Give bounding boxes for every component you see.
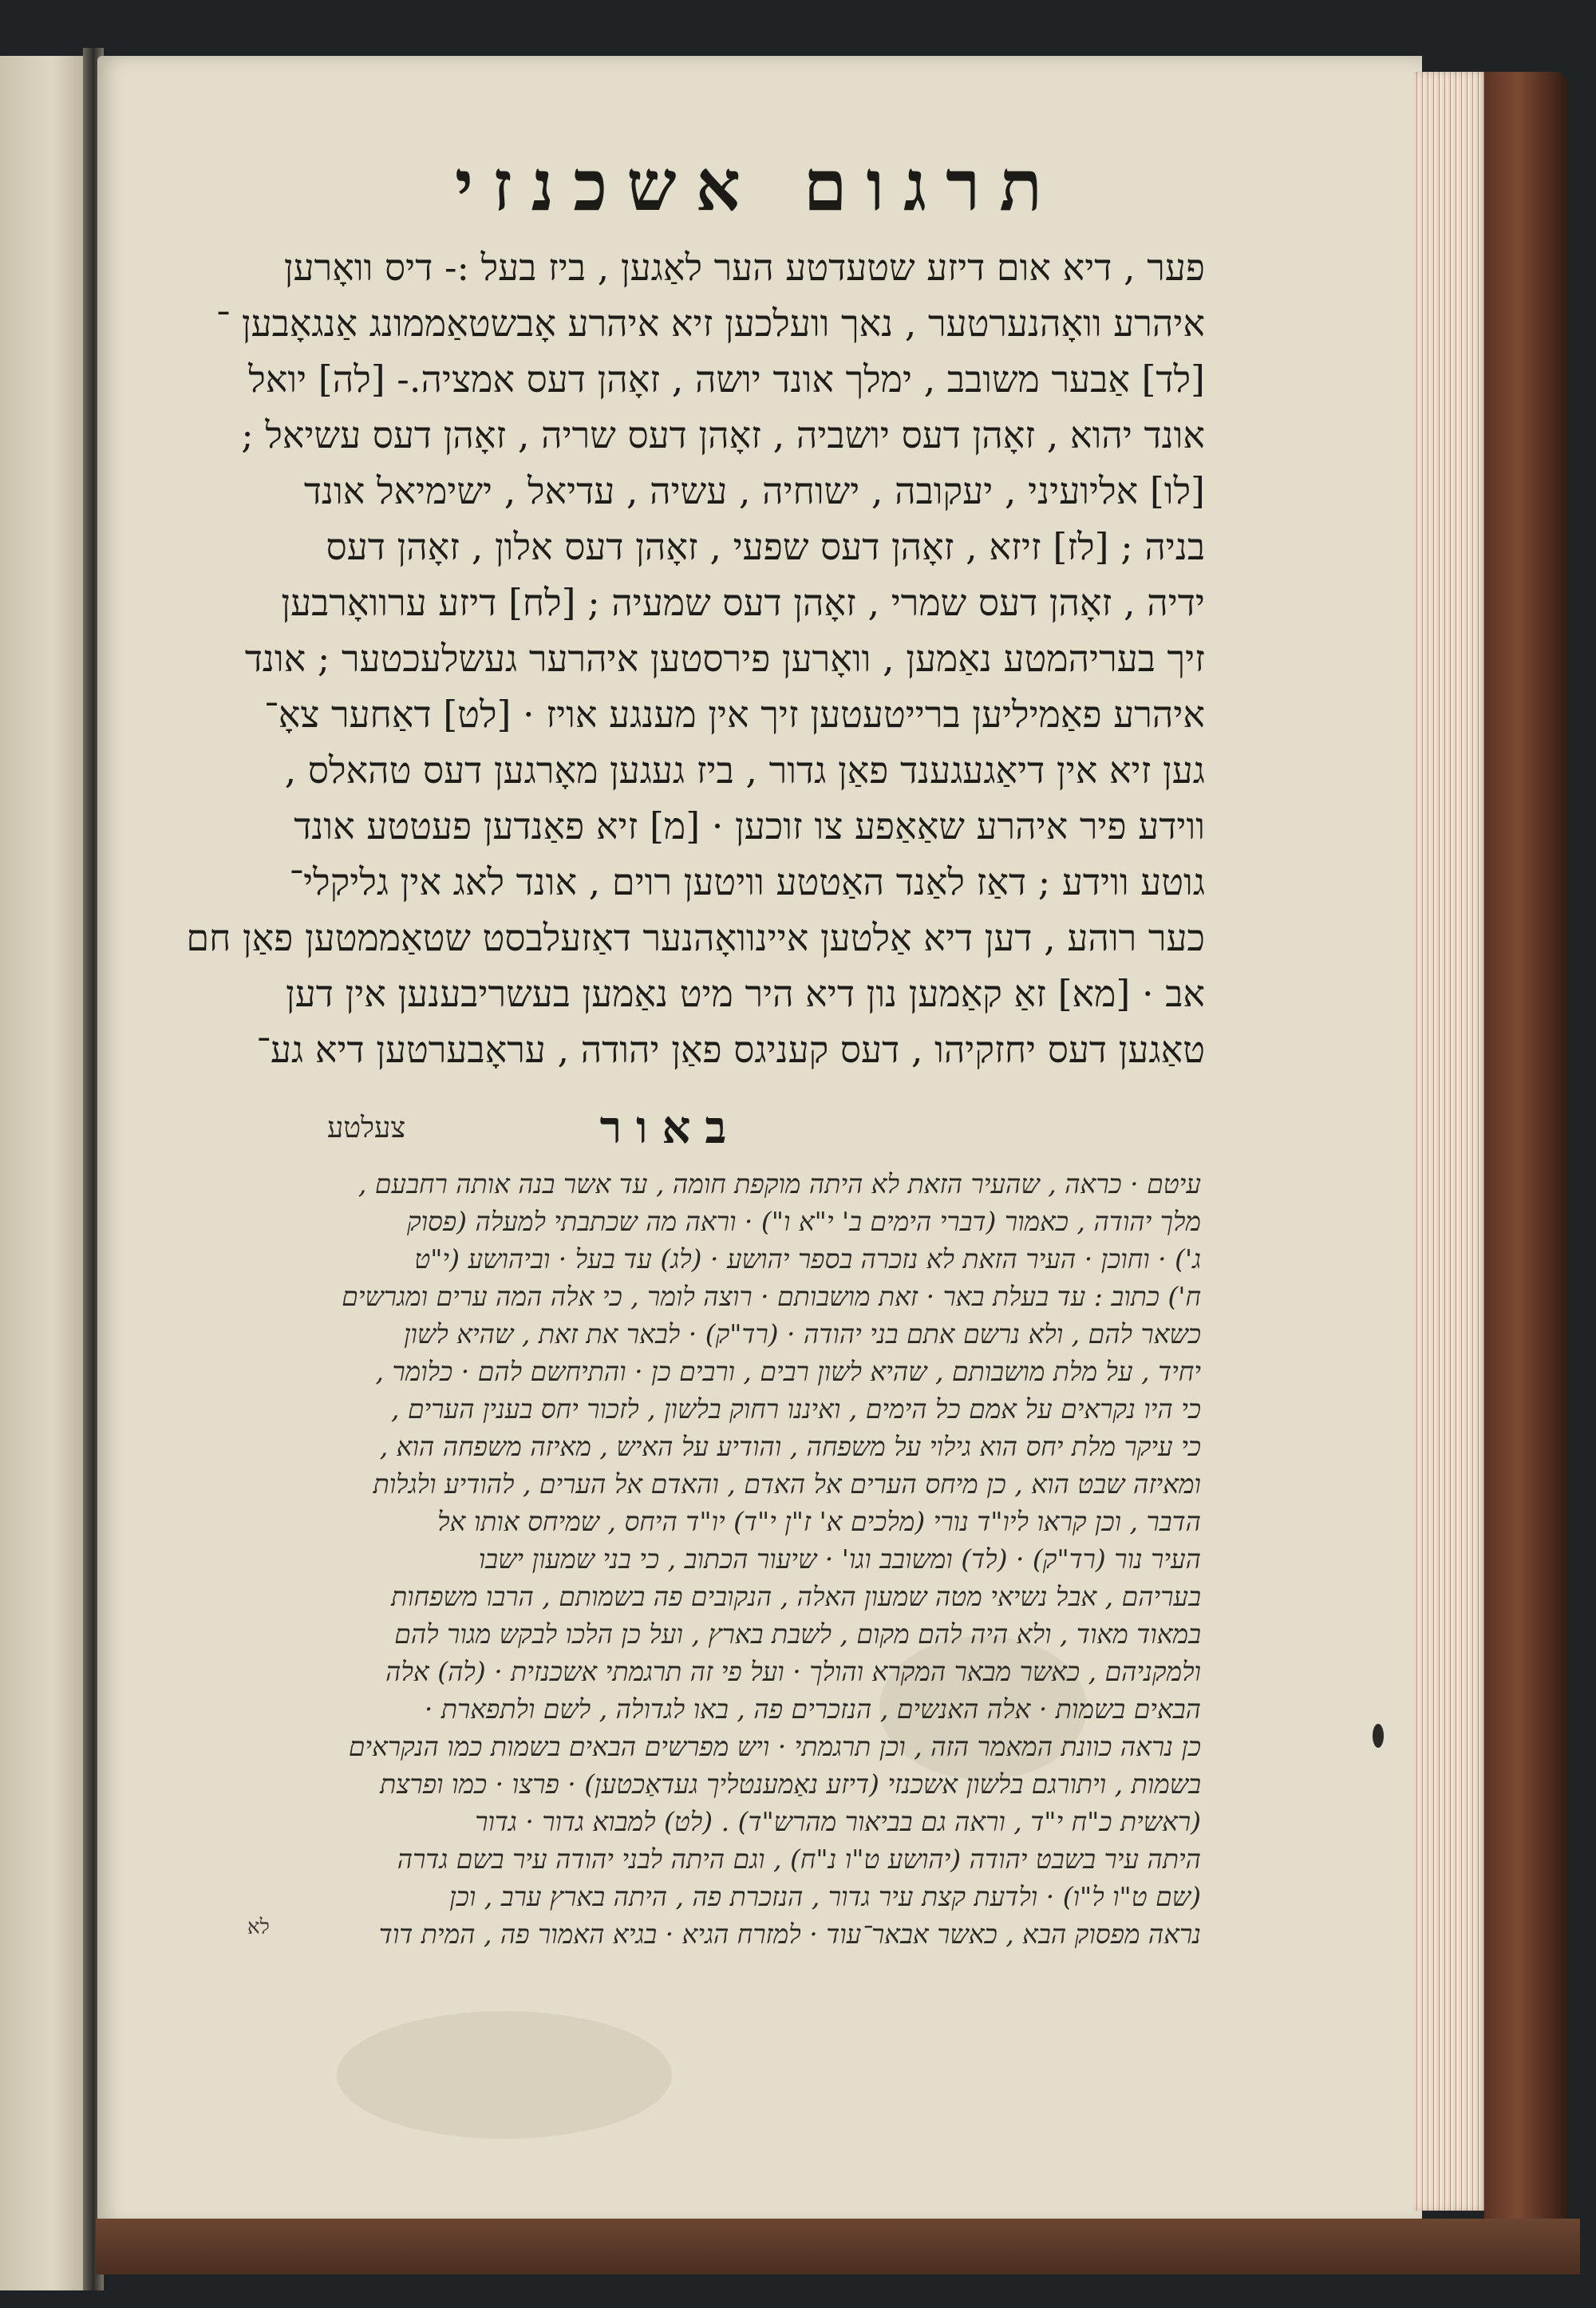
book-cover-board xyxy=(1484,72,1568,2227)
text-line: כי עיקר מלת יחס הוא גילוי על משפחה , והודיע על האיש , מאיזה משפחה הוא , xyxy=(379,1431,1201,1462)
text-line: ג') · וחוכן · העיר הזאת לא נזכרה בספר יהושע · (לג) עד בעל · וביהושע (י"ט xyxy=(414,1243,1201,1275)
text-line: בעריהם , אבל נשיאי מטה שמעון האלה , הנקובים פה בשמותם , הרבו משפחות xyxy=(391,1581,1201,1612)
catchword: צעלטע xyxy=(327,1112,406,1144)
text-line: יחיד , על מלת מושבותם , שהיא לשון רבים , ורבים כן · והתיחשם להם · כלומר , xyxy=(375,1356,1201,1387)
page-mark: לא xyxy=(247,1915,270,1939)
text-line: העיר נור (רד"ק) · (לד) ומשובב וגו' · שיעור הכתוב , כי בני שמעון ישבו xyxy=(478,1543,1201,1575)
paper-stain xyxy=(337,2011,672,2139)
text-line: היתה עיר בשבט יהודה (יהושע ט"ו נ"ח) , וגם היתה לבני יהודה עיר בשם גדרה xyxy=(397,1844,1201,1875)
text-line: ולמקניהם , כאשר מבאר המקרא והולך · ועל פי זה תרגמתי אשכנזית · (לה) אלה xyxy=(385,1656,1201,1687)
text-line: גוטע ווידע ; דאַז לאַנד האַטטע וויטען רוים , אונד לאג אין גליקלי־ xyxy=(289,860,1205,903)
page-header: תרגום אשכנזי xyxy=(454,144,1062,227)
ink-dot xyxy=(1373,1724,1384,1748)
text-line: [לד] אַבער משובב , ימלך אונד יושה , זאָהן דעס אמציה.- [לה] יואל xyxy=(248,358,1205,401)
text-line: ווידע פיר איהרע שאַאַפע צו זוכען · [מ] זיא פאַנדען פעטטע אונד xyxy=(294,804,1205,848)
main-translation-text xyxy=(132,239,1205,1077)
text-line: ומאיזה שבט הוא , כן מיחס הערים אל האדם , והאדם אל הערים , להודיע ולגלות xyxy=(373,1468,1201,1500)
text-line: פער , דיא אום דיזע שטעדטע הער לאַגען , ביז בעל :- דיס וואָרען xyxy=(283,246,1205,289)
text-line: מלך יהודה , כאמור (דברי הימים ב' י"א ו") · וראה מה שכתבתי למעלה (פסוק xyxy=(406,1206,1201,1237)
section-title: באור xyxy=(599,1101,741,1154)
book-bottom-board xyxy=(96,2219,1580,2274)
commentary-text xyxy=(132,1165,1201,1953)
text-line: (ראשית כ"ח י"ד , וראה גם בביאור מהרש"ד) . (לט) למבוא גדור · גדור xyxy=(475,1806,1201,1837)
text-line: נראה מפסוק הבא , כאשר אבאר־עוד · למזרח הגיא · בגיא האמור פה , המית דוד xyxy=(378,1919,1201,1950)
text-line: [לו] אליועיני , יעקובה , ישוחיה , עשיה , עדיאל , ישימיאל אונד xyxy=(303,469,1205,512)
text-line: גען זיא אין דיאַגעגענד פאַן גדור , ביז געגען מאָרגען דעס טהאלס , xyxy=(284,749,1205,792)
text-line: כן נראה כוונת המאמר הזה , וכן תרגמתי · ויש מפרשים הבאים בשמות כמו הנקראים xyxy=(348,1731,1201,1762)
text-line: אונד יהוא , זאָהן דעס יושביה , זאָהן דעס שריה , זאָהן דעס עשיאל ; xyxy=(241,413,1205,456)
text-line: כשאר להם , ולא נרשם אתם בני יהודה · (רד"ק) · לבאר את זאת , שהיא לשון xyxy=(404,1318,1201,1350)
previous-page-edge xyxy=(0,56,88,2290)
text-line: עיטם · כראה , שהעיר הזאת לא היתה מוקפת חומה , עד אשר בנה אותה רחבעם , xyxy=(358,1168,1201,1199)
text-line: (שם ט"ו ל"ו) · ולדעת קצת עיר גדור , הנזכרת פה , היתה בארץ ערב , וכן xyxy=(449,1881,1201,1912)
text-line: בשמות , ויתורגם בלשון אשכנזי (דיזע נאַמענטליך געדאַכטען) · פרצו · כמו ופרצת xyxy=(380,1769,1201,1800)
text-line: הבאים בשמות · אלה האנשים , הנזכרים פה , באו לגדולה , לשם ולתפארת · xyxy=(424,1693,1201,1725)
text-line: איהרע וואָהנערטער , נאך וועלכען זיא איהרע אָבשטאַממונג אַנגאָבען ־ xyxy=(215,302,1205,345)
text-line: כי היו נקראים על אמם כל הימים , ואיננו רחוק בלשון , לזכור יחס בענין הערים , xyxy=(390,1393,1201,1425)
text-line: הדבר , וכן קראו ליו"ד נורי (מלכים א' ז"ן י"ד) יו"ד היחס , שמיחס אותו אל xyxy=(437,1506,1201,1537)
page-edges xyxy=(1414,72,1487,2211)
text-line: אב · [מא] זאַ קאַמען נון דיא היר מיט נאַמען בעשריבענען אין דען xyxy=(286,972,1205,1015)
text-line: בניה ; [לז] זיזא , זאָהן דעס שפעי , זאָהן דעס אלון , זאָהן דעס xyxy=(326,525,1205,568)
text-line: טאַגען דעס יחזקיהו , דעס קעניגס פאַן יהודה , עראָבערטען דיא גע־ xyxy=(256,1028,1205,1071)
text-line: זיך בעריהמטע נאַמען , וואָרען פירסטען איהרער געשלעכטער ; אונד xyxy=(244,637,1205,680)
text-line: ידיה , זאָהן דעס שמרי , זאָהן דעס שמעיה ; [לח] דיזע ערוואָרבען xyxy=(281,581,1205,624)
text-line: כער רוהע , דען דיא אַלטען איינוואָהנער דאַזעלבסט שטאַממטען פאַן חם xyxy=(186,916,1205,959)
section-row xyxy=(136,1101,1205,1165)
text-line: ח') כתוב : עד בעלת באר · זאת מושבותם · רוצה לומר , כי אלה המה ערים ומגרשים xyxy=(342,1281,1201,1312)
text-line: במאוד מאוד , ולא היה להם מקום , לשבת בארץ , ועל כן הלכו לבקש מגור להם xyxy=(394,1618,1201,1650)
text-line: איהרע פאַמיליען ברייטעטען זיך אין מענגע אויז · [לט] דאַחער צאָ־ xyxy=(264,693,1205,736)
